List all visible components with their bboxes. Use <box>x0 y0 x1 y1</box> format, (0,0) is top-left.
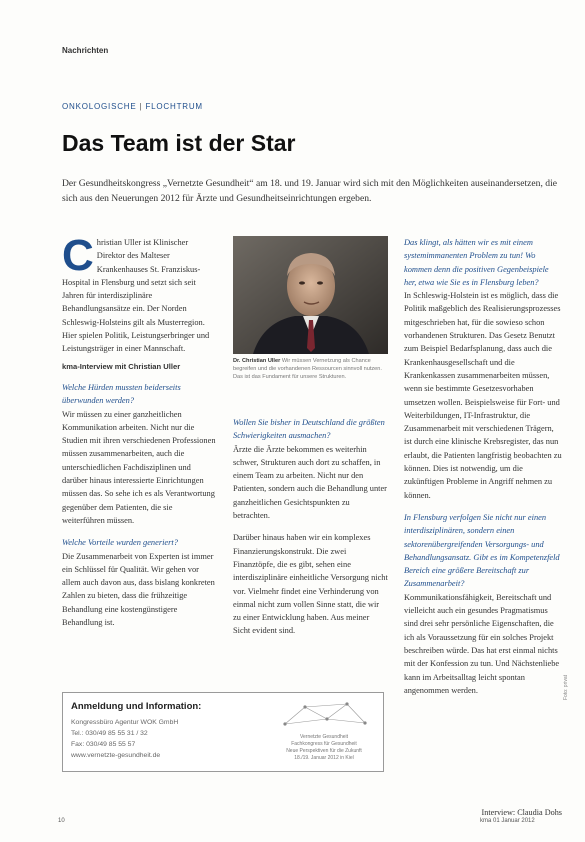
logo-line-2: Neue Perspektiven für die Zukunft <box>286 748 362 754</box>
answer-1: Wir müssen zu einer ganzheitlichen Kommunikation arbeiten. Nicht nur die Studien mit ihren verschiedenen Professionen müssen zusammenarbeiten, auch die unterschiedlichen Fachdisziplinen und darüber hinaus interessierte Einrichtungen müssen das. So sehe ich es als Verantwortung gegenüber dem Patienten, die sie weiterführen müssen. <box>62 409 216 525</box>
section-label: Nachrichten <box>62 46 109 55</box>
answer-4: In Schleswig-Holstein ist es möglich, dass die Politik maßgeblich des Realisierungsprozesses mitgeschrieben hat, für die sowieso schon vorhandenen Strukturen. Das Gesetz Benutzt zum Beispiel Bedarfsplanung, dass auch die Krankenhausgesellschaft und die Krankenkassen zusammenarbeiten müssen, wenn sie bestimmte Gesetzesvorhaben umsetzen wollen. Beispielsweise für Fort- und Weiterbildungen, IT-Infrastruktur, die Zusammenarbeit mit verschiedenen Trägern, ist durch eine klinische Krebsregister, das nun erlaubt, die Patienten langfristig beobachten zu können. Dies ist notwendig, um die zukünftigen Probleme in Angriff nehmen zu können. <box>404 291 562 500</box>
column-3 <box>404 236 562 697</box>
intro-paragraph <box>62 231 217 356</box>
logo-line-3: 18./19. Januar 2012 in Kiel <box>294 755 354 761</box>
rubric-separator: | <box>136 102 146 111</box>
info-fax: Fax: 030/49 85 55 57 <box>71 741 136 748</box>
registration-info-box <box>62 692 384 772</box>
question-4: Das klingt, als hätten wir es mit einem systemimmanenten Problem zu tun! Wo kommen denn die positiven Gegenbeispiele her, etwa wie Sie es in Flensburg leben? <box>404 238 549 287</box>
answer-3: Ärzte die Ärzte bekommen es weiterhin schwer, Strukturen auch dort zu schaffen, in einem Team zu arbeiten. Nicht nur den Patienten, sondern auch die Behandlung unter ganzheitlichen Gesichtspunkten zu betrachten. <box>233 444 387 521</box>
interview-signature: Interview: Claudia Dohs <box>481 808 562 817</box>
photo-credit: Foto: privat <box>563 674 569 700</box>
rubric <box>62 102 203 111</box>
info-phone: Tel.: 030/49 85 55 31 / 32 <box>71 730 148 737</box>
question-2: Welche Vorteile wurden generiert? <box>62 538 178 548</box>
column-1 <box>62 231 217 629</box>
page-number-left: 10 <box>58 818 65 824</box>
drop-cap: C <box>62 231 94 280</box>
question-1: Welche Hürden mussten beiderseits überwunden werden? <box>62 382 181 406</box>
portrait-image <box>233 236 388 354</box>
caption-text: Wir müssen Vernetzung als Chance begreifen und die vorhandenen Ressourcen sinnvoll nutzen. Das ist das Fundament für unsere Strukturen. <box>233 358 382 380</box>
photo-caption <box>233 357 388 381</box>
column-2 <box>233 416 388 638</box>
info-organizer: Kongressbüro Agentur WOK GmbH <box>71 719 179 726</box>
portrait-photo <box>233 236 388 354</box>
answer-5: Kommunikationsfähigkeit, Bereitschaft und vielleicht auch ein gesundes Pragmatismus sind drei sehr persönliche Eigenschaften, die ich als Voraussetzung für ein solches Projekt beschreiben würde. Das hat erst einmal nichts mit der Konfession zu tun. Und Nächstenliebe kann im Arbeitsalltag leicht spontan angenommen werden. <box>404 592 560 695</box>
caption-name: Dr. Christian Uller <box>233 358 281 364</box>
rubric-part2: FLOCHTRUM <box>145 102 203 111</box>
congress-logo <box>275 699 373 765</box>
logo-line-1: Fachkongress für Gesundheit <box>291 741 357 747</box>
info-website[interactable]: www.vernetzte-gesundheit.de <box>71 752 161 759</box>
issue-footer: kma 01 Januar 2012 <box>480 818 535 824</box>
lead-paragraph: Der Gesundheitskongress „Vernetzte Gesundheit“ am 18. und 19. Januar wird sich mit den Möglichkeiten auseinandersetzen, die sich aus den Neuerungen 2012 für Ärzte und Gesundheitseinrichtungen ergeben. <box>62 178 558 204</box>
intro-text: hristian Uller ist Klinischer Direktor des Malteser Krankenhauses St. Franziskus-Hospital in Flensburg und setzt sich seit Jahren für interdisziplinäre Behandlungsansätze ein. Der Norden Schleswig-Holsteins gilt als Musterregion. Hier spielen Politik, Leistungserbringer und Leistungsträger in einer Mannschaft. <box>62 238 210 354</box>
headline: Das Team ist der Star <box>62 130 296 156</box>
info-title: Anmeldung und Information: <box>71 701 202 712</box>
answer-3b: Darüber hinaus haben wir ein komplexes Finanzierungskonstrukt. Die zwei Finanztöpfe, die es gibt, sehen eine interdisziplinäre einheitliche Versorgung nicht vor. Vielmehr findet eine Verhinderung von einmal nicht zum vollen Sinne statt, die wir zu einer Entwicklung haben. Aus meiner Sicht evident sind. <box>233 533 388 636</box>
rubric-part1: ONKOLOGISCHE <box>62 102 137 111</box>
interview-label: kma-Interview mit Christian Uller <box>62 361 181 371</box>
question-3: Wollen Sie bisher in Deutschland die größten Schwierigkeiten ausmachen? <box>233 418 385 441</box>
question-5: In Flensburg verfolgen Sie nicht nur einen interdisziplinären, sondern einen sektorenübergreifenden Versorgungs- und Behandlungsansatz. Gibt es im Kompetenzfeld Bereich eine größere Bereitschaft zur Zusammenarbeit? <box>404 512 560 589</box>
answer-2: Die Zusammenarbeit von Experten ist immer ein Schlüssel für Qualität. Wir gehen vor allem auch davon aus, dass bislang konkreten Zahlen zu bieten, dass die frühzeitige Behandlung eine kostengünstigere Behandlung ist. <box>62 551 215 628</box>
network-logo-icon <box>275 699 373 729</box>
logo-title: Vernetzte Gesundheit <box>299 734 349 740</box>
